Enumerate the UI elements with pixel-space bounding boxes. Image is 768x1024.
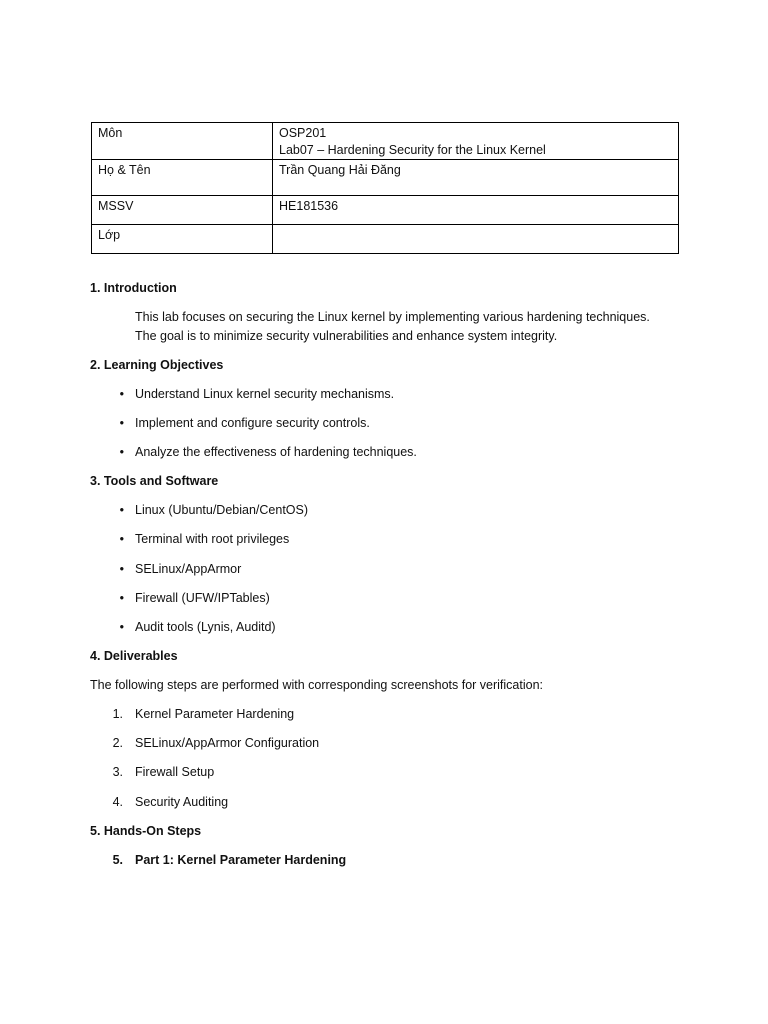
list-item-text: Firewall Setup — [135, 765, 215, 779]
bullet-icon: • — [119, 620, 124, 634]
bullet-icon: • — [119, 445, 124, 459]
section-heading-objectives: 2. Learning Objectives — [90, 358, 224, 372]
row-label-mssv: MSSV — [92, 196, 273, 225]
introduction-line-2: The goal is to minimize security vulnerabilities and enhance system integrity. — [135, 329, 558, 343]
bullet-icon: • — [119, 503, 124, 517]
row-label-mon: Môn — [92, 123, 273, 160]
list-item-text: Terminal with root privileges — [135, 532, 290, 546]
info-table — [91, 122, 679, 254]
section-heading-introduction: 1. Introduction — [90, 281, 177, 295]
bullet-icon: • — [119, 591, 124, 605]
list-number: 2. — [112, 736, 123, 750]
bullet-icon: • — [119, 416, 124, 430]
course-code: OSP201 — [279, 126, 327, 140]
part-title: Part 1: Kernel Parameter Hardening — [135, 853, 347, 867]
list-item-text: Linux (Ubuntu/Debian/CentOS) — [135, 503, 309, 517]
bullet-icon: • — [119, 532, 124, 546]
list-item-text: Firewall (UFW/IPTables) — [135, 591, 270, 605]
section-heading-deliverables: 4. Deliverables — [90, 649, 178, 663]
table-row — [92, 160, 679, 196]
bullet-icon: • — [119, 387, 124, 401]
list-number: 1. — [112, 707, 123, 721]
row-value-name: Trần Quang Hải Đăng — [273, 160, 679, 196]
list-item-text: Kernel Parameter Hardening — [135, 707, 295, 721]
deliverables-intro: The following steps are performed with corresponding screenshots for verification: — [90, 678, 543, 692]
list-item-text: Audit tools (Lynis, Auditd) — [135, 620, 276, 634]
section-heading-hands-on: 5. Hands-On Steps — [90, 824, 202, 838]
list-item-text: SELinux/AppArmor — [135, 562, 242, 576]
row-value-class — [273, 225, 679, 254]
list-item-text: Understand Linux kernel security mechanisms. — [135, 387, 395, 401]
list-item-text: Security Auditing — [135, 795, 229, 809]
list-item-text: Analyze the effectiveness of hardening techniques. — [135, 445, 417, 459]
section-heading-tools: 3. Tools and Software — [90, 474, 219, 488]
table-row — [92, 123, 679, 160]
list-number: 5. — [112, 853, 123, 867]
list-number: 3. — [112, 765, 123, 779]
bullet-icon: • — [119, 562, 124, 576]
list-item-text: SELinux/AppArmor Configuration — [135, 736, 320, 750]
row-label-class: Lớp — [92, 225, 273, 254]
list-item-text: Implement and configure security controls. — [135, 416, 370, 430]
introduction-line-1: This lab focuses on securing the Linux kernel by implementing various hardening techniques. — [135, 310, 650, 324]
list-number: 4. — [112, 795, 123, 809]
row-value-mon — [273, 123, 679, 160]
table-row — [92, 196, 679, 225]
row-label-name: Họ & Tên — [92, 160, 273, 196]
row-value-mssv: HE181536 — [273, 196, 679, 225]
lab-title: Lab07 – Hardening Security for the Linux Kernel — [279, 143, 546, 157]
table-row — [92, 225, 679, 254]
